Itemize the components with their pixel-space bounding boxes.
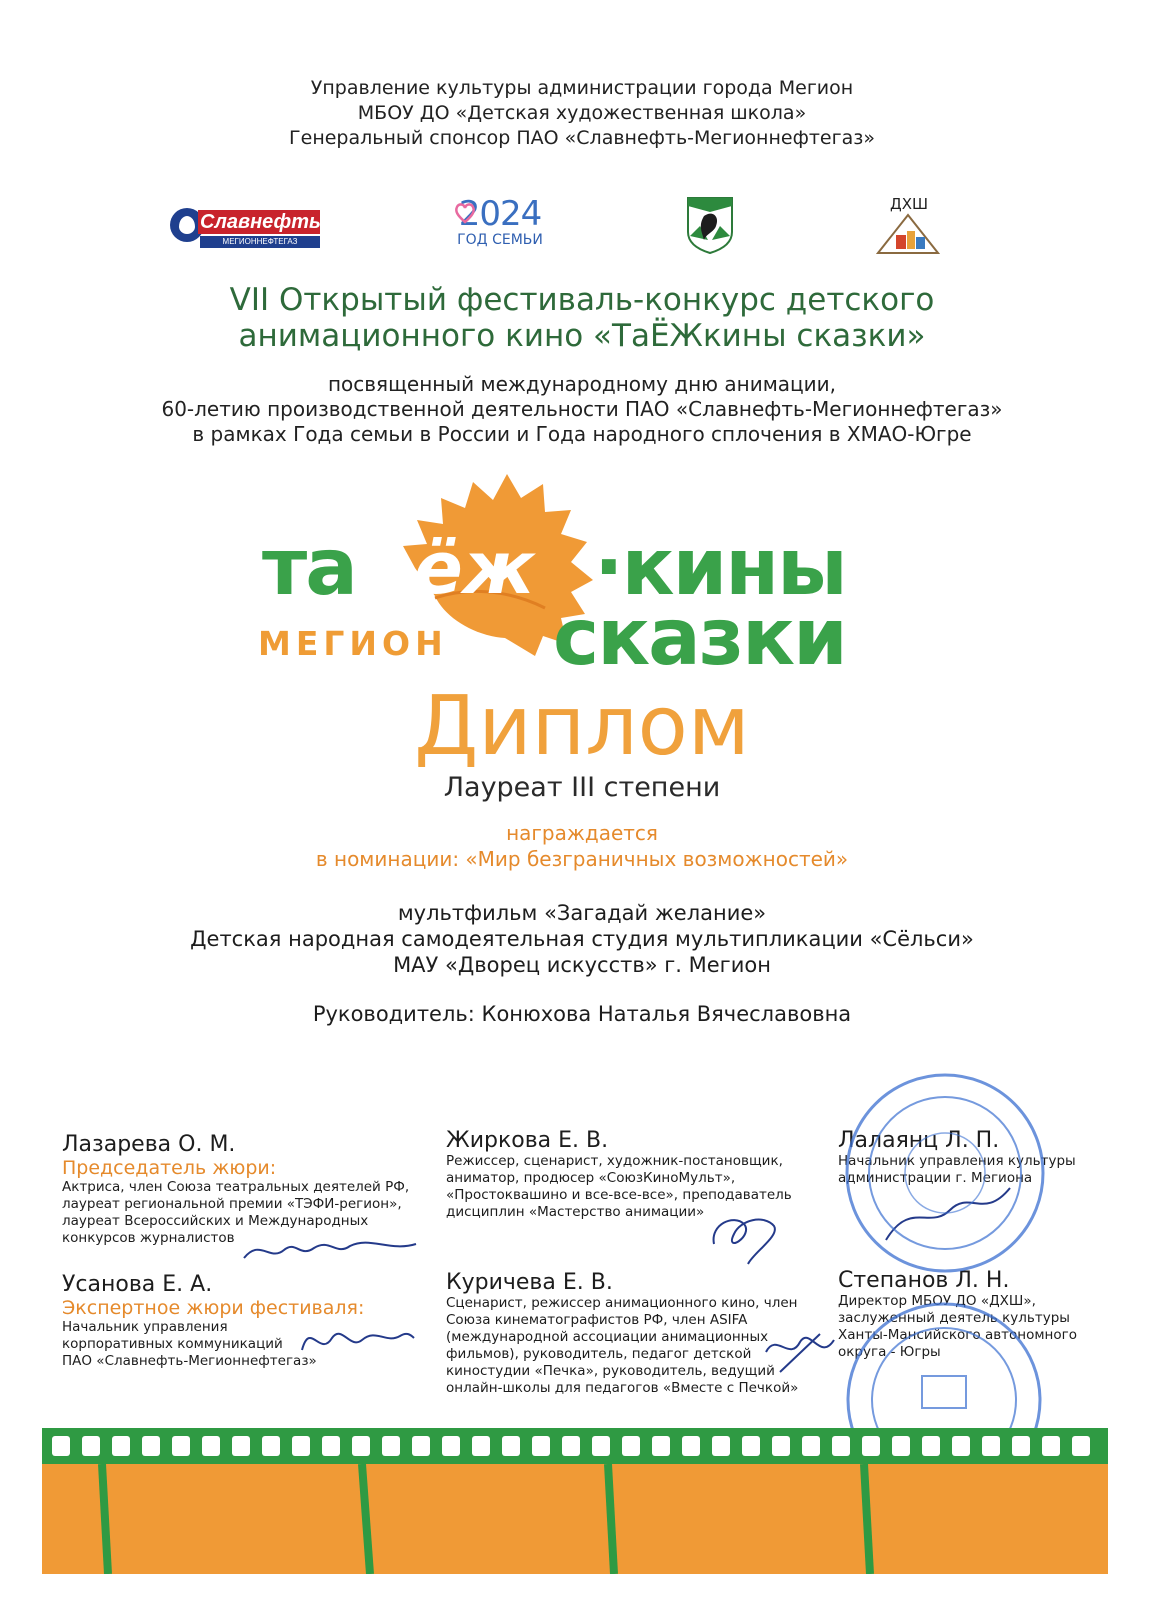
jury-desc-line: округа - Югры <box>838 1344 941 1360</box>
film-hole <box>592 1436 610 1456</box>
brand-city: МЕГИОН <box>258 624 448 663</box>
jury-role: Председатель жюри: <box>62 1157 277 1179</box>
jury-name: Жиркова Е. В. <box>446 1128 609 1153</box>
official-stamp-culture <box>840 1068 1050 1278</box>
film-hole <box>952 1436 970 1456</box>
film-hole <box>862 1436 880 1456</box>
year-of-family-logo: 2024 ГОД СЕМЬИ <box>454 196 546 256</box>
brand-word-kiny: ·кины <box>594 523 846 613</box>
film-hole <box>472 1436 490 1456</box>
jury-desc-line: фильмов), руководитель, педагог детской <box>446 1346 752 1362</box>
film-hole <box>772 1436 790 1456</box>
film-hole <box>262 1436 280 1456</box>
jury-desc-line: Начальник управления <box>62 1319 228 1335</box>
jury-desc-line: Сценарист, режиссер анимационного кино, член <box>446 1295 798 1311</box>
signature-zhirkova <box>704 1204 784 1270</box>
jury-desc-line: конкурсов журналистов <box>62 1230 235 1246</box>
organization: МАУ «Дворец искусств» г. Мегион <box>393 953 771 977</box>
work-title: мультфильм «Загадай желание» <box>397 901 767 925</box>
film-hole <box>532 1436 550 1456</box>
art-school-logo: ДХШ <box>876 195 940 255</box>
studio-name: Детская народная самодеятельная студия мультипликации «Сёльси» <box>190 927 974 951</box>
awarded-label: награждается <box>506 821 658 845</box>
film-hole <box>742 1436 760 1456</box>
issuer-line-2: МБОУ ДО «Детская художественная школа» <box>357 102 807 124</box>
signature-usanova <box>296 1314 416 1364</box>
jury-name: Лалаянц Л. П. <box>838 1128 1000 1153</box>
brand-word-skazki: сказки <box>553 593 846 683</box>
jury-desc-line: (международной ассоциации анимационных <box>446 1329 769 1345</box>
film-hole <box>922 1436 940 1456</box>
laureate-degree: Лауреат III степени <box>443 772 721 803</box>
brand-word-ta: та <box>262 523 356 613</box>
jury-desc-line: корпоративных коммуникаций <box>62 1336 283 1352</box>
jury-name: Куричева Е. В. <box>446 1270 613 1295</box>
film-hole <box>682 1436 700 1456</box>
film-hole <box>1012 1436 1030 1456</box>
film-hole <box>232 1436 250 1456</box>
film-hole <box>1072 1436 1090 1456</box>
jury-desc-line: Ханты-Мансийского автономного <box>838 1327 1077 1343</box>
jury-desc-line: Директор МБОУ ДО «ДХШ», <box>838 1293 1036 1309</box>
film-hole <box>802 1436 820 1456</box>
brand-word-ezh: ёж <box>414 526 535 610</box>
festival-title-line-2: анимационного кино «ТаЁЖкины сказки» <box>238 318 926 354</box>
jury-name: Лазарева О. М. <box>62 1132 236 1157</box>
film-hole <box>82 1436 100 1456</box>
film-hole <box>52 1436 70 1456</box>
jury-role: Экспертное жюри фестиваля: <box>62 1297 365 1319</box>
film-hole <box>982 1436 1000 1456</box>
film-hole <box>412 1436 430 1456</box>
dedication-line-1: посвященный международному дню анимации, <box>327 372 837 396</box>
jury-desc-line: администрации г. Мегиона <box>838 1170 1033 1186</box>
jury-desc-line: «Простоквашино и все-все-все», преподаватель <box>446 1187 792 1203</box>
film-hole <box>1042 1436 1060 1456</box>
jury-desc-line: Актриса, член Союза театральных деятелей РФ, <box>62 1179 410 1195</box>
film-hole <box>622 1436 640 1456</box>
megion-coat-of-arms <box>686 196 734 254</box>
dedication-line-2: 60-летию производственной деятельности ПАО «Славнефть-Мегионнефтегаз» <box>161 397 1003 421</box>
jury-desc-line: дисциплин «Мастерство анимации» <box>446 1204 705 1220</box>
festival-title-line-1: VII Открытый фестиваль-конкурс детского <box>229 282 935 318</box>
jury-desc-line: лауреат Всероссийских и Международных <box>62 1213 369 1229</box>
film-hole <box>892 1436 910 1456</box>
signature-lazareva <box>240 1228 420 1268</box>
leader: Руководитель: Конюхова Наталья Вячеславовна <box>312 1002 852 1026</box>
film-hole <box>292 1436 310 1456</box>
jury-name: Степанов Л. Н. <box>838 1268 1010 1293</box>
film-strip-decoration <box>42 1428 1108 1574</box>
nomination: в номинации: «Мир безграничных возможностей» <box>315 847 849 871</box>
film-hole <box>322 1436 340 1456</box>
jury-desc-line: Режиссер, сценарист, художник-постановщик, <box>446 1153 783 1169</box>
dedication-line-3: в рамках Года семьи в России и Года народного сплочения в ХМАО-Югре <box>192 422 972 446</box>
jury-desc-line: киностудии «Печка», руководитель, ведущий <box>446 1363 775 1379</box>
signature-kuricheva <box>760 1322 840 1382</box>
sponsor-line: Генеральный спонсор ПАО «Славнефть-Мегионнефтегаз» <box>289 127 875 149</box>
jury-desc-line: лауреат региональной премии «ТЭФИ-регион», <box>62 1196 402 1212</box>
film-hole <box>442 1436 460 1456</box>
issuer-line-1: Управление культуры администрации города Мегион <box>310 77 854 99</box>
film-hole <box>832 1436 850 1456</box>
jury-desc-line: заслуженный деятель культуры <box>838 1310 1070 1326</box>
film-hole <box>112 1436 130 1456</box>
jury-desc-line: Начальник управления культуры <box>838 1153 1076 1169</box>
film-hole <box>562 1436 580 1456</box>
film-hole <box>172 1436 190 1456</box>
slavneft-logo: Славнефть МЕГИОННЕФТЕГАЗ <box>170 204 323 250</box>
film-hole <box>352 1436 370 1456</box>
jury-desc-line: аниматор, продюсер «СоюзКиноМульт», <box>446 1170 736 1186</box>
film-hole <box>652 1436 670 1456</box>
jury-desc-line: Союза кинематографистов РФ, член ASIFA <box>446 1312 748 1328</box>
film-hole <box>502 1436 520 1456</box>
film-hole <box>382 1436 400 1456</box>
film-hole <box>142 1436 160 1456</box>
jury-name: Усанова Е. А. <box>62 1272 213 1297</box>
diploma-title: Диплом <box>414 679 750 774</box>
jury-desc-line: ПАО «Славнефть-Мегионнефтегаз» <box>62 1353 317 1369</box>
jury-desc-line: онлайн-школы для педагогов «Вместе с Печкой» <box>446 1380 799 1396</box>
film-hole <box>712 1436 730 1456</box>
heart-icon <box>454 202 476 224</box>
film-hole <box>202 1436 220 1456</box>
